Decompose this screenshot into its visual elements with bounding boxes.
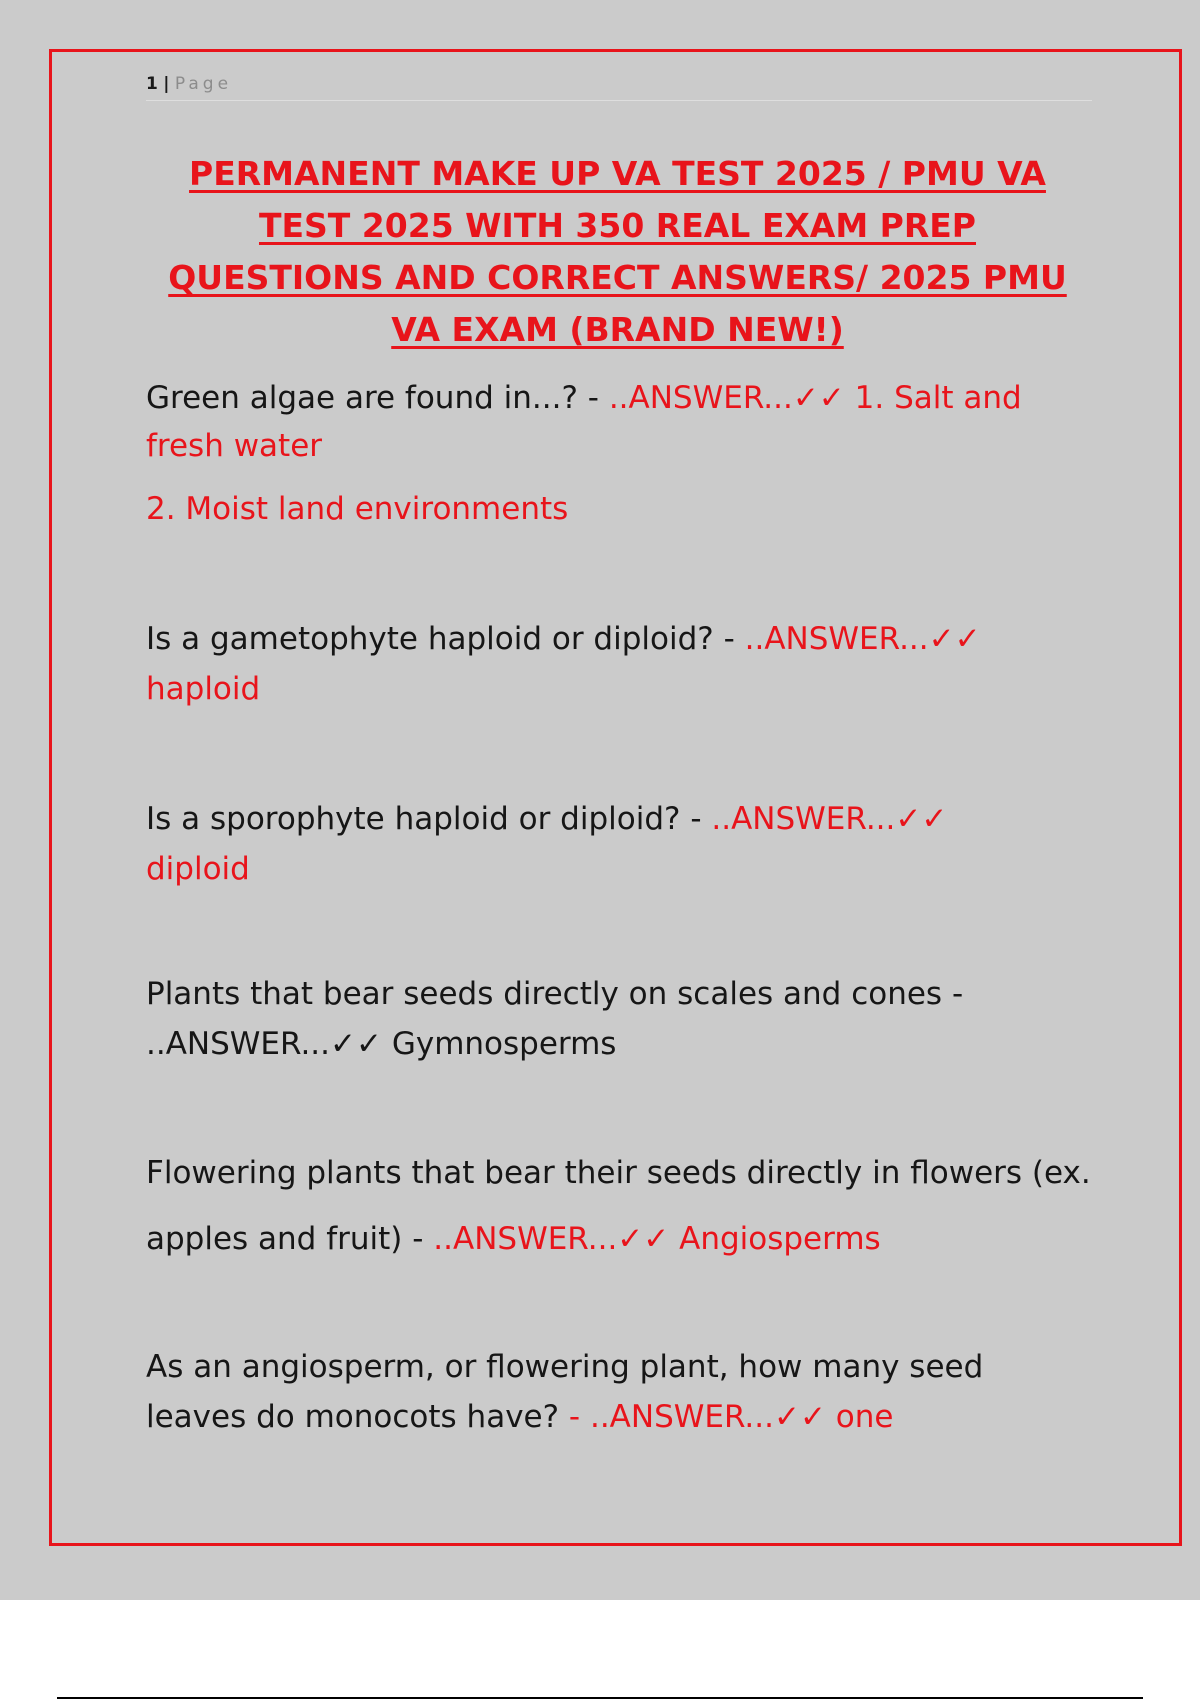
question-text: Is a gametophyte haploid or diploid? - [146, 621, 745, 657]
question-text: Flowering plants that bear their seeds directly in flowers (ex. apples and fruit) - [146, 1155, 1091, 1257]
answer-text: haploid [146, 671, 261, 707]
qa-item-2 [146, 614, 1046, 714]
page-label: Page [174, 74, 233, 94]
answer-marker: ..ANSWER...✓✓ [433, 1221, 670, 1257]
bottom-rule [57, 1697, 1143, 1699]
question-text: As an angiosperm, or flowering plant, how many seed leaves do monocots have? [146, 1349, 984, 1435]
qa-item-6 [146, 1342, 1046, 1442]
answer-dash: - [568, 1399, 590, 1435]
document-title: PERMANENT MAKE UP VA TEST 2025 / PMU VA TEST 2025 WITH 350 REAL EXAM PREP QUESTIONS AND CORRECT ANSWERS/ 2025 PMU VA EXAM (BRAND NEW!) [168, 154, 1067, 349]
answer-text: Angiosperms [679, 1221, 881, 1257]
answer-text: Gymnosperms [391, 1026, 617, 1062]
answer-text: diploid [146, 851, 250, 887]
answer-text: 1. Salt and fresh water [146, 380, 1022, 464]
question-text: Plants that bear seeds directly on scales and cones - [146, 976, 964, 1012]
answer-marker: ..ANSWER...✓✓ [589, 1399, 826, 1435]
answer-text: one [835, 1399, 894, 1435]
qa-item-1-answer-extra: 2. Moist land environments [146, 491, 569, 527]
qa-item-3 [146, 794, 1046, 894]
answer-marker: ..ANSWER...✓✓ [744, 621, 981, 657]
question-text: Is a sporophyte haploid or diploid? - [146, 801, 712, 837]
page-number: 1 [146, 74, 158, 94]
qa-item-1 [146, 374, 1096, 470]
question-text: Green algae are found in...? - [146, 380, 609, 416]
answer-marker: ..ANSWER...✓✓ [608, 380, 845, 416]
answer-marker: ..ANSWER...✓✓ [711, 801, 948, 837]
answer-marker: ..ANSWER...✓✓ [146, 1026, 382, 1062]
page-separator: | [163, 74, 170, 94]
qa-item-5 [146, 1140, 1096, 1272]
page-header [146, 72, 1092, 101]
qa-item-4 [146, 969, 1046, 1069]
